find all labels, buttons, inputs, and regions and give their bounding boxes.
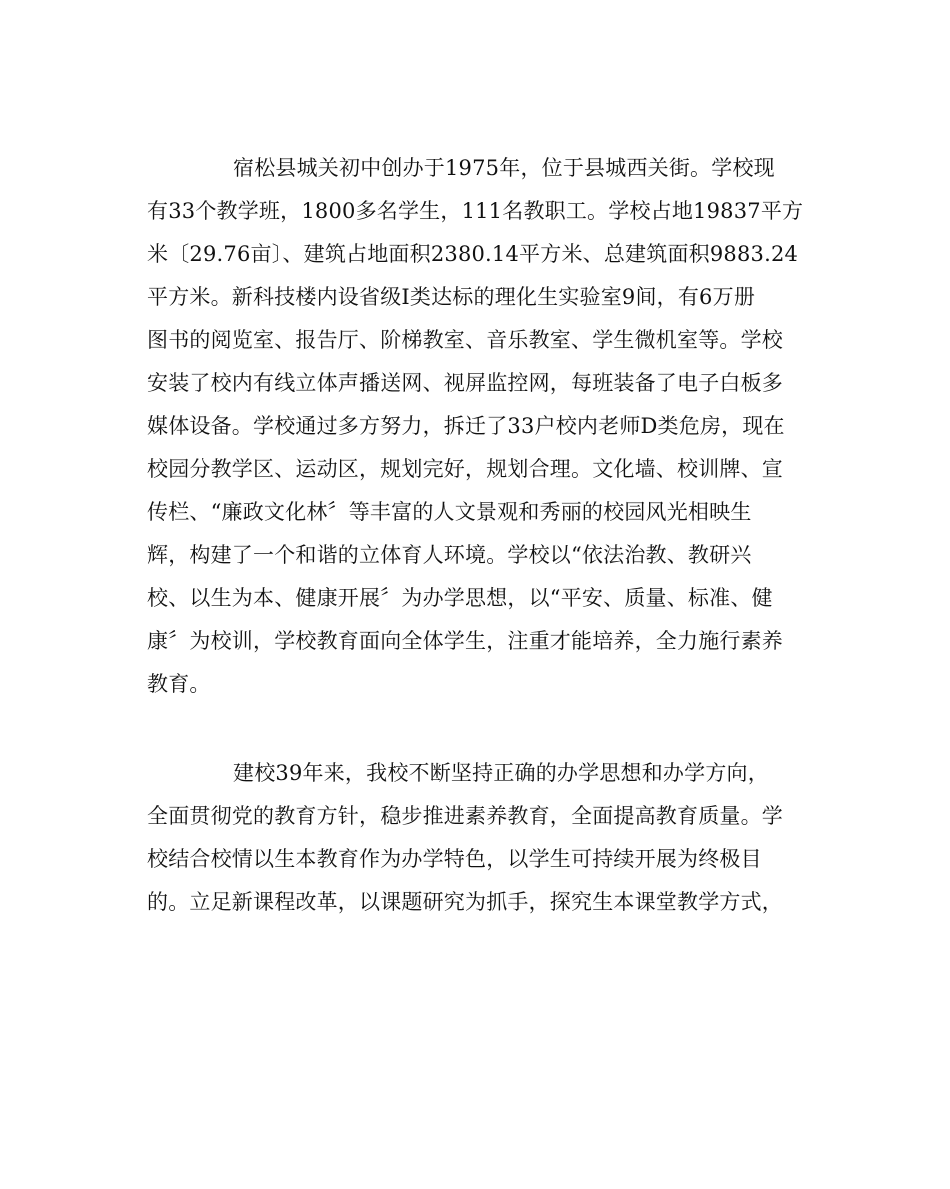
- paragraph-line: 媒体设备。学校通过多方努力，拆迁了33户校内老师D类危房，现在: [147, 414, 785, 438]
- paragraph-line: 的。立足新课程改革，以课题研究为抓手，探究生本课堂教学方式，: [147, 890, 783, 914]
- paragraph-line: 图书的阅览室、报告厅、阶梯教室、音乐教室、学生微机室等。学校: [147, 328, 783, 352]
- paragraph-line: 平方米。新科技楼内设省级Ⅰ类达标的理化生实验室9间，有6万册: [147, 285, 756, 309]
- paragraph-line: 传栏、“廉政文化林〞等丰富的人文景观和秀丽的校园风光相映生: [147, 500, 752, 524]
- paragraph-line: 宿松县城关初中创办于1975年，位于县城西关街。学校现: [233, 156, 775, 180]
- paragraph-line: 教育。: [147, 672, 211, 696]
- paragraph-line: 有33个教学班，1800多名学生，111名教职工。学校占地19837平方: [147, 199, 804, 223]
- paragraph-line: 校结合校情以生本教育作为办学特色，以学生可持续开展为终极目: [147, 847, 762, 871]
- paragraph-line: 校、以生为本、健康开展〞为办学思想，以“平安、质量、标准、健: [147, 586, 773, 610]
- paragraph-line: 建校39年来，我校不断坚持正确的办学思想和办学方向，: [233, 761, 769, 785]
- paragraph-line: 安装了校内有线立体声播送网、视屏监控网，每班装备了电子白板多: [147, 371, 783, 395]
- paragraph-line: 米〔29.76亩〕、建筑占地面积2380.14平方米、总建筑面积9883.24: [147, 242, 799, 266]
- paragraph-line: 辉，构建了一个和谐的立体育人环境。学校以“依法治教、教研兴: [147, 543, 752, 567]
- paragraph-line: 全面贯彻党的教育方针，稳步推进素养教育，全面提高教育质量。学: [147, 804, 783, 828]
- paragraph-line: 康〞为校训，学校教育面向全体学生，注重才能培养，全力施行素养: [147, 629, 783, 653]
- paragraph-line: 校园分教学区、运动区，规划完好，规划合理。文化墙、校训牌、宣: [147, 457, 783, 481]
